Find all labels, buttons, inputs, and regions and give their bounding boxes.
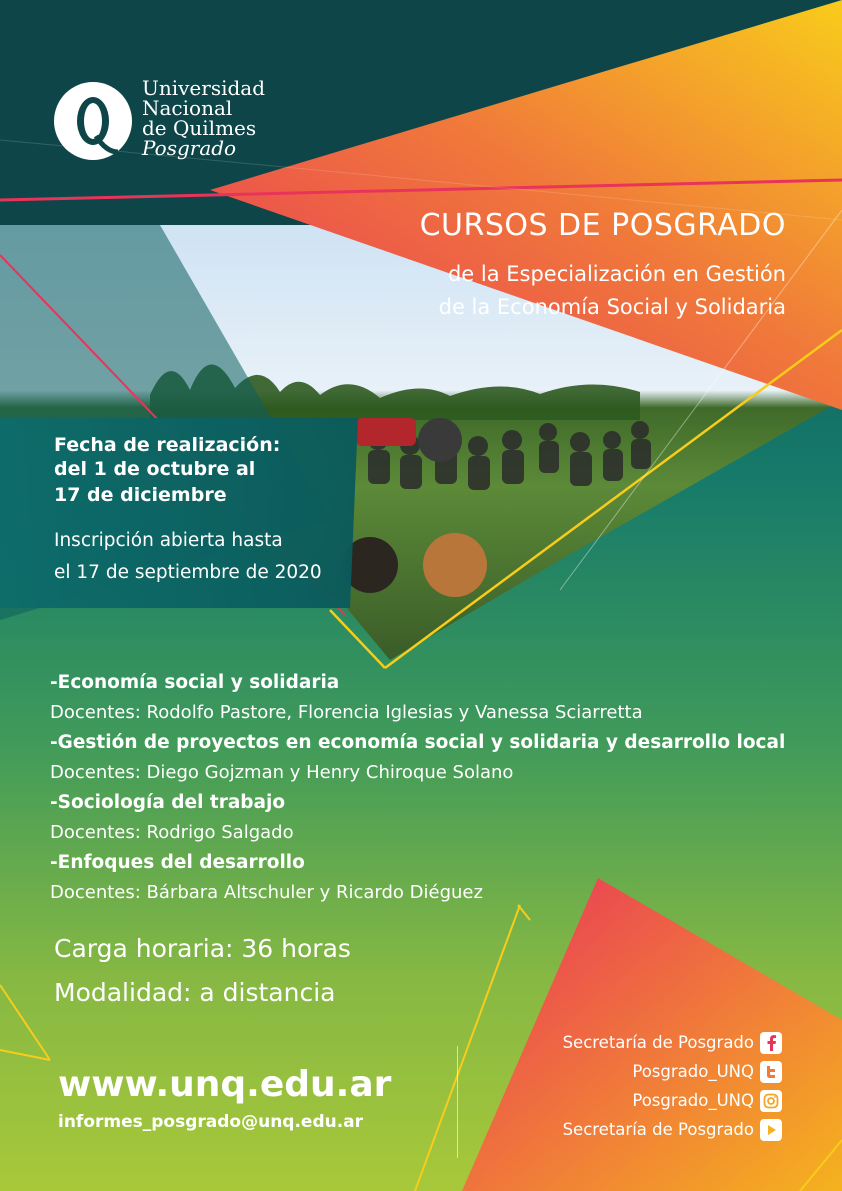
email-link[interactable]: informes_posgrado@unq.edu.ar (58, 1112, 364, 1132)
inscription-deadline: el 17 de septiembre de 2020 (54, 562, 322, 583)
instagram-icon (760, 1090, 782, 1112)
inscription-text: Inscripción abierta hasta (54, 530, 283, 551)
date-heading: Fecha de realización: (54, 434, 281, 456)
logo-university: Universidad (142, 76, 266, 100)
social-label: Secretaría de Posgrado (562, 1120, 754, 1139)
page-subtitle-line1: de la Especialización en Gestión (447, 262, 786, 286)
logo-q-icon (52, 80, 134, 162)
social-links (563, 1028, 782, 1144)
social-instagram[interactable] (563, 1086, 782, 1115)
youtube-icon (760, 1119, 782, 1141)
logo-quilmes: de Quilmes (142, 116, 257, 140)
course-teachers: Docentes: Diego Gojzman y Henry Chiroque Solano (50, 762, 514, 783)
date-box (0, 418, 358, 608)
decor-line (0, 1050, 50, 1060)
course-teachers: Docentes: Rodrigo Salgado (50, 822, 294, 843)
date-end: 17 de diciembre (54, 484, 227, 506)
social-twitter[interactable] (563, 1057, 782, 1086)
date-start: del 1 de octubre al (54, 458, 256, 480)
course-item (50, 668, 810, 728)
website-link[interactable]: www.unq.edu.ar (58, 1064, 392, 1105)
course-list (50, 668, 810, 908)
divider (457, 1046, 458, 1158)
twitter-icon (760, 1061, 782, 1083)
social-facebook[interactable] (563, 1028, 782, 1057)
course-title: -Economía social y solidaria (50, 672, 340, 693)
page-subtitle-line2: de la Economía Social y Solidaria (438, 295, 786, 319)
workload: Carga horaria: 36 horas (54, 934, 351, 963)
tractor (356, 418, 416, 446)
course-teachers: Docentes: Bárbara Altschuler y Ricardo Diéguez (50, 882, 483, 903)
social-label: Secretaría de Posgrado (562, 1033, 754, 1052)
tractor-wheel (418, 418, 462, 462)
decor-line (0, 985, 50, 1060)
course-title: -Sociología del trabajo (50, 792, 286, 813)
social-label: Posgrado_UNQ (632, 1062, 754, 1081)
foreground-person (423, 533, 487, 597)
course-item (50, 848, 810, 908)
social-label: Posgrado_UNQ (632, 1091, 754, 1110)
logo-national: Nacional (142, 96, 233, 120)
social-youtube[interactable] (563, 1115, 782, 1144)
course-item (50, 728, 810, 788)
logo (52, 74, 312, 174)
facebook-icon (760, 1032, 782, 1054)
logo-posgrado: Posgrado (142, 136, 237, 160)
course-title: -Enfoques del desarrollo (50, 852, 305, 873)
modality: Modalidad: a distancia (54, 978, 336, 1007)
course-teachers: Docentes: Rodolfo Pastore, Florencia Iglesias y Vanessa Sciarretta (50, 702, 643, 723)
page-title: CURSOS DE POSGRADO (419, 208, 786, 243)
course-title: -Gestión de proyectos en economía social y solidaria y desarrollo local (50, 732, 786, 753)
course-item (50, 788, 810, 848)
